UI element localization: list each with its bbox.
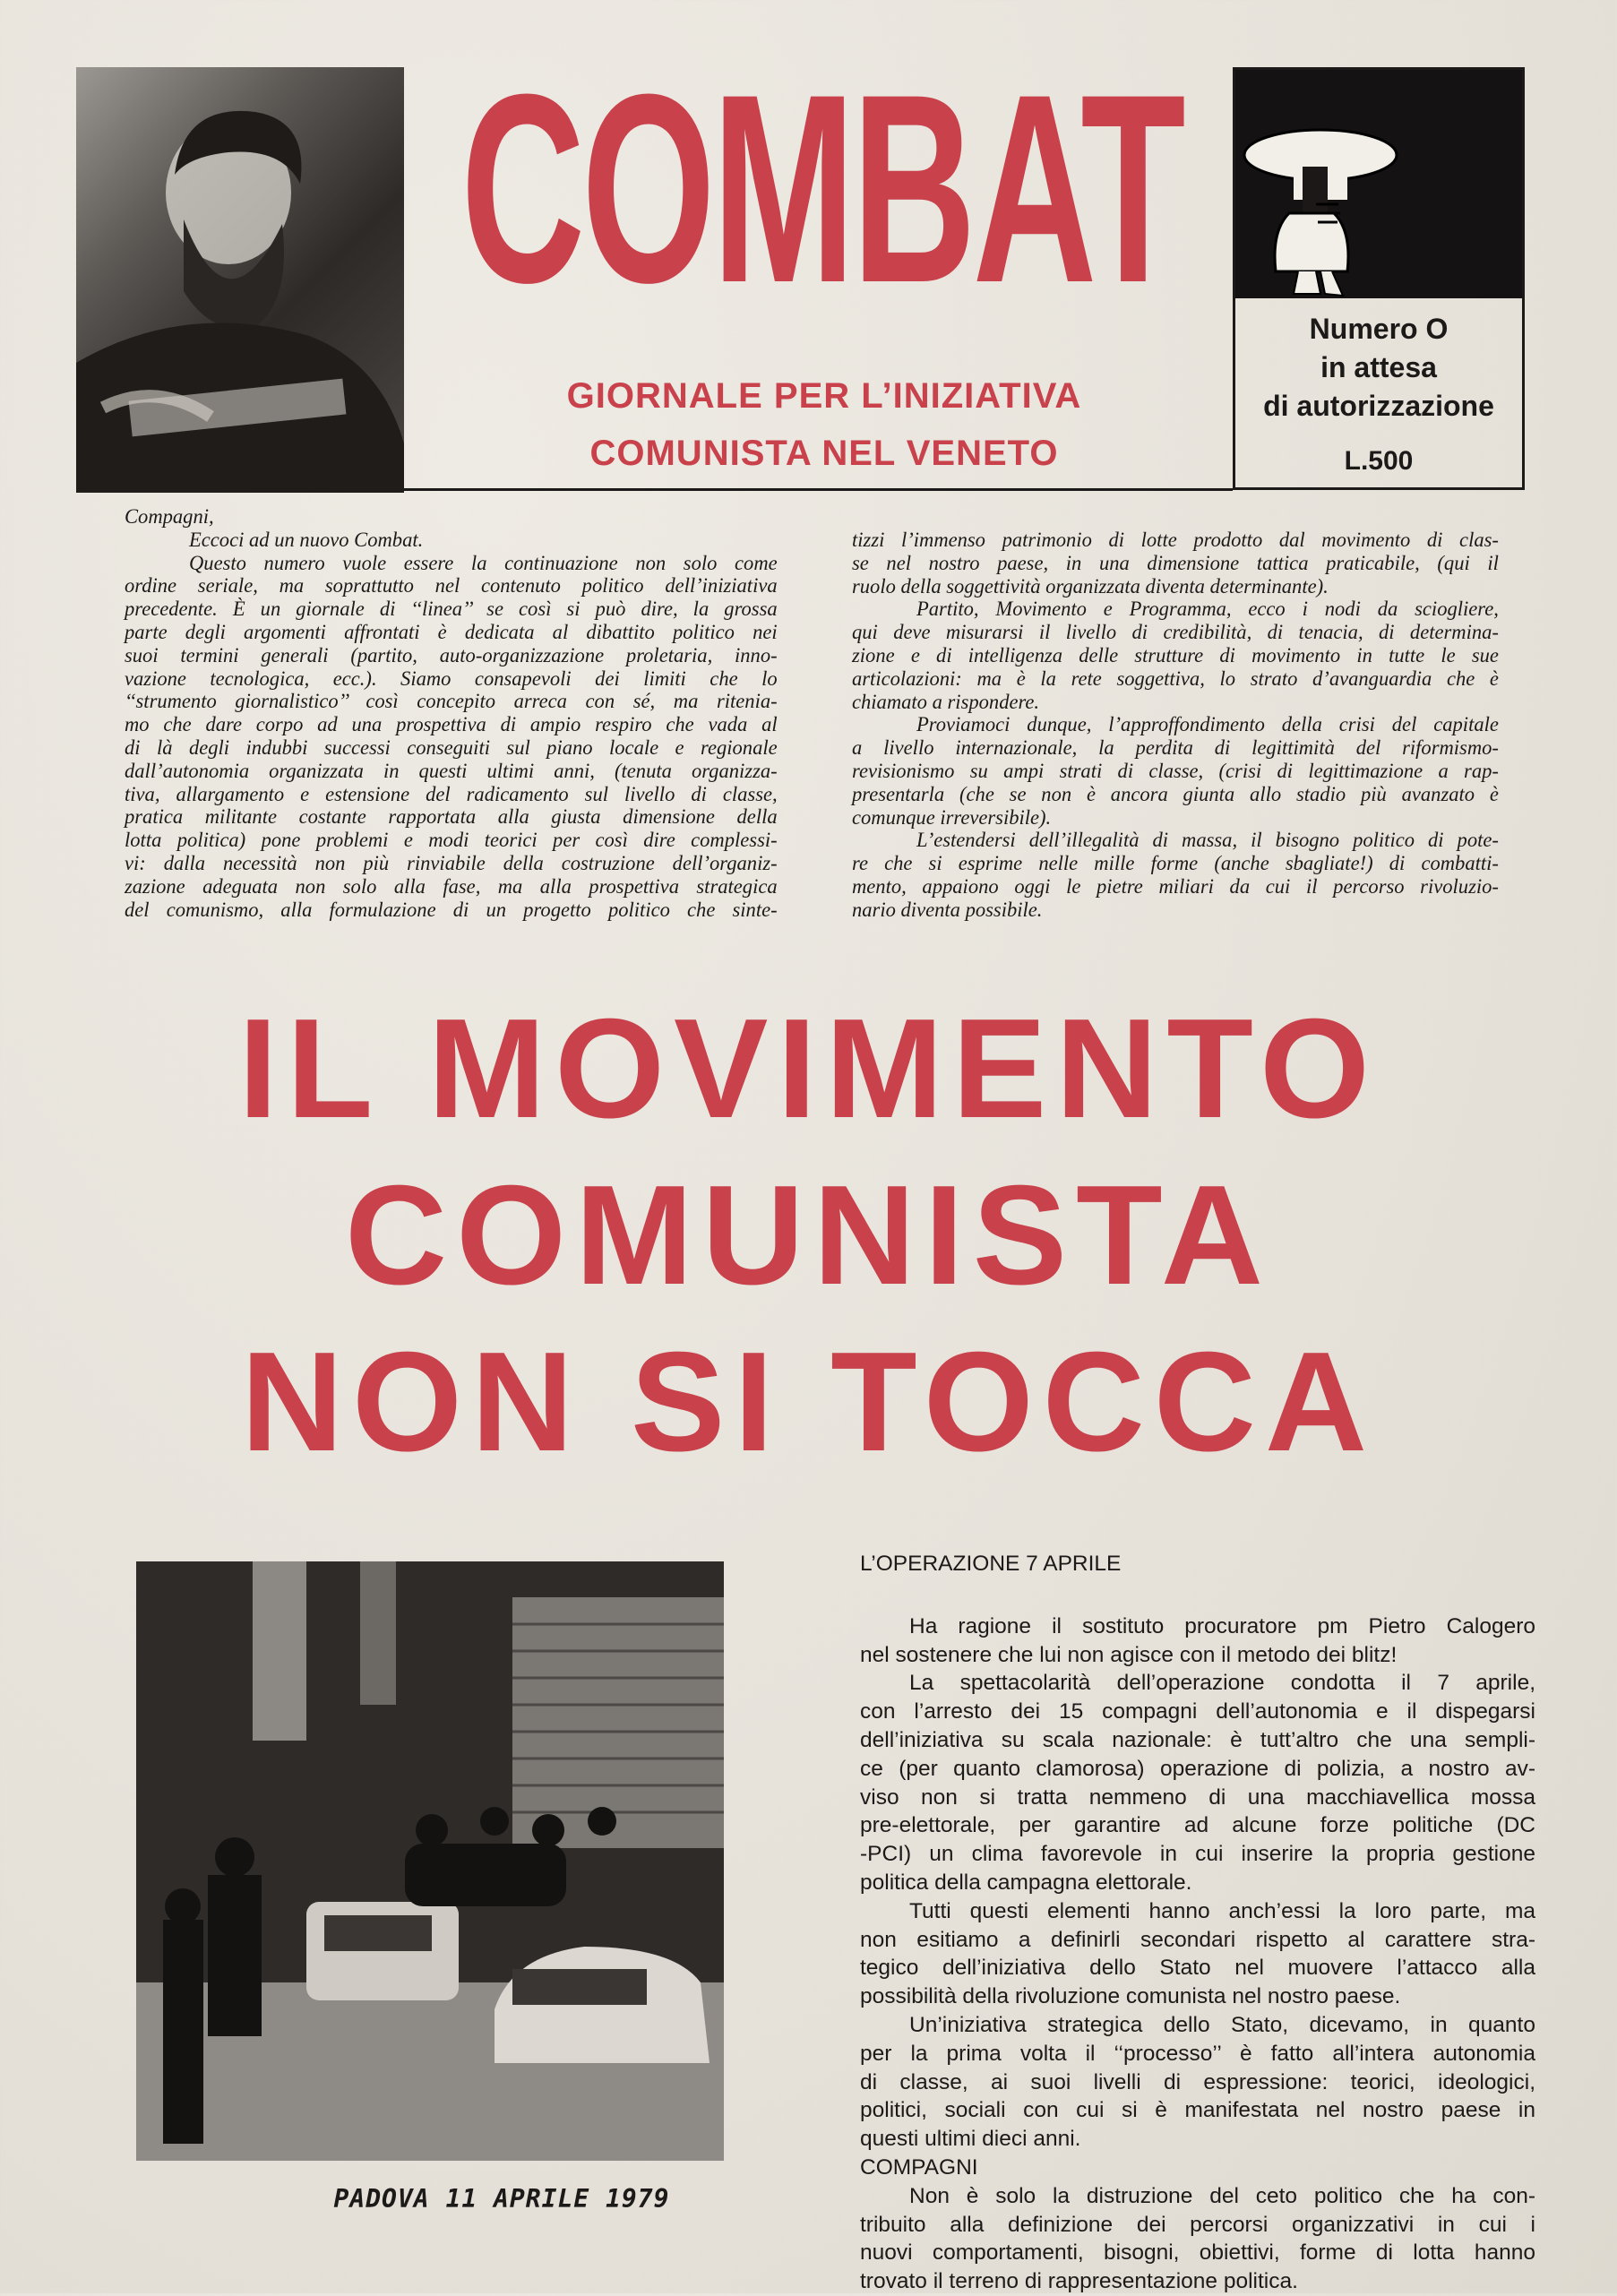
text-line: Proviamoci dunque, l’approffondimento della crisi del capitale: [916, 713, 1499, 737]
news-photo: [136, 1561, 724, 2161]
text-line: ordine seriale, ma soprattutto nel contenuto politico dell’iniziativa: [125, 574, 778, 598]
text-line: del comunismo, alla formulazione di un progetto politico che sinte-: [125, 898, 778, 922]
headline-line-3: NON SI TOCCA: [240, 1323, 1377, 1481]
text-line: ce (per quanto clamorosa) operazione di polizia, a nostro av-: [860, 1756, 1535, 1781]
header-divider: [404, 488, 1233, 491]
text-line: Questo numero vuole essere la continuazione non solo come: [189, 551, 778, 575]
text-line: presentarla (che se non è ancora giunta allo stadio più avanzato è: [852, 782, 1499, 806]
main-headline: [0, 985, 1617, 1485]
intro-right-column: [852, 529, 1526, 923]
article-body: [860, 1612, 1535, 2296]
text-line: nario diventa possibile.: [852, 898, 1043, 922]
text-line: non esitiamo a definirli secondari rispetto al carattere stra-: [860, 1927, 1535, 1952]
text-line: ‘‘strumento giornalistico’’ così concepito arreca con sé, ma ritenia-: [125, 690, 778, 714]
text-line: pratica militante costante rapportata alla giusta dimensione della: [125, 805, 778, 830]
text-line: revisionismo su ampi strati di classe, (crisi di legittimazione a rap-: [852, 759, 1499, 783]
text-line: Un’iniziativa strategica dello Stato, dicevamo, in quanto: [909, 2012, 1535, 2037]
text-line: trovato il terreno di rappresentazione politica.: [860, 2269, 1298, 2294]
text-line: chiamato a rispondere.: [852, 690, 1040, 714]
text-line: lotta politica) pone problemi e modi teorici per così dire complessi-: [125, 829, 778, 853]
subtitle-line-1: GIORNALE PER L’INIZIATIVA: [566, 376, 1082, 416]
intro-left-column: [125, 506, 804, 922]
text-line: Tutti questi elementi hanno anch’essi la loro parte, ma: [909, 1898, 1535, 1923]
text-line: re che si esprime nelle mille forme (anche sbagliate!) di combatti-: [852, 852, 1499, 876]
masthead-area: [421, 36, 1223, 349]
text-line: nuovi comportamenti, bisogni, obiettivi, forme di lotta hanno: [860, 2240, 1535, 2266]
text-line: di classe, ai suoi livelli di espressione: teorici, ideologici,: [860, 2069, 1535, 2094]
text-line: COMPAGNI: [860, 2154, 978, 2180]
text-line: se nel nostro paese, in una dimensione tattica praticabile, (qui il: [852, 551, 1499, 575]
bearded-figure-cartoon-icon: [1235, 70, 1522, 298]
text-line: zazione adeguata non solo alla fase, ma alla prospettiva strategica: [125, 874, 778, 899]
portrait-engraving: [76, 67, 404, 493]
text-line: pre-elettorale, per garantire ad alcune forze politiche (DC: [860, 1813, 1535, 1838]
text-line: La spettacolarità dell’operazione condotta il 7 aprile,: [909, 1671, 1535, 1696]
issue-number: Numero O: [1309, 313, 1449, 345]
text-line: suoi termini generali (partito, auto-organizzazione proletaria, inno-: [125, 643, 778, 667]
photo-caption: PADOVA 11 APRILE 1979: [333, 2184, 670, 2214]
text-line: precedente. È un giornale di ‘‘linea’’ se così si può dire, la grossa: [125, 598, 778, 622]
text-line: per la prima volta il ‘‘processo’’ è fatto all’intera autonomia: [860, 2041, 1535, 2066]
text-line: tribuito alla definizione dei percorsi organizzativi in cui i: [860, 2212, 1535, 2237]
text-line: tegico dell’iniziativa dello Stato nel muovere l’attacco alla: [860, 1956, 1535, 1981]
text-line: tizzi l’immenso patrimonio di lotte prodotto dal movimento di clas-: [852, 529, 1499, 552]
text-line: ruolo della soggettività organizzata diventa determinante).: [852, 574, 1329, 598]
text-line: -PCI) un clima favorevole in cui inserire la propria gestione: [860, 1842, 1535, 1867]
headline-line-1: IL MOVIMENTO: [238, 990, 1379, 1148]
text-line: Non è solo la distruzione del ceto politico che ha con-: [909, 2183, 1535, 2208]
masthead-logo: COMBAT: [460, 38, 1183, 339]
price: L.500: [1344, 446, 1414, 476]
text-line: vazione tecnologica, ecc.). Siamo consapevoli dei limiti che lo: [125, 666, 778, 691]
text-line: questi ultimi dieci anni.: [860, 2127, 1081, 2152]
text-line: mo che dare corpo ad una prospettiva di ampio respiro che vada al: [125, 713, 778, 737]
article-operazione-7-aprile: [860, 1550, 1535, 2296]
issue-status: [1235, 310, 1522, 426]
issue-pending: in attesa: [1320, 351, 1437, 383]
issue-authorization: di autorizzazione: [1263, 390, 1494, 422]
text-line: articolazioni: ma è la rete soggettiva, lo strato d’avanguardia che è: [852, 666, 1499, 691]
subtitle-line-2: COMUNISTA NEL VENETO: [589, 434, 1059, 473]
text-line: zione e di intelligenza delle strutture di movimento in tutte le sue: [852, 643, 1499, 667]
text-line: politica della campagna elettorale.: [860, 1870, 1192, 1895]
issue-box: [1233, 67, 1525, 490]
text-line: parte degli argomenti affrontati è dedicata al dibattito politico nei: [125, 620, 778, 644]
text-line: viso non si tratta nemmeno di una macchiavellica mossa: [860, 1784, 1535, 1810]
text-line: mento, appaiono oggi le pietre miliari da cui il percorso rivoluzio-: [852, 874, 1499, 899]
text-line: nel sostenere che lui non agisce con il metodo dei blitz!: [860, 1642, 1398, 1667]
text-line: dell’iniziativa su scala nazionale: è tutt’altro che una sempli-: [860, 1727, 1535, 1752]
cartoon-panel: [1235, 70, 1522, 298]
text-line: possibilità della rivoluzione comunista nel nostro paese.: [860, 1984, 1401, 2009]
text-line: di là degli indubbi successi conseguiti sul piano locale e regionale: [125, 735, 778, 760]
text-line: comunque irreversibile).: [852, 805, 1052, 830]
text-line: L’estendersi dell’illegalità di massa, il bisogno politico di pote-: [916, 829, 1499, 853]
text-line: tiva, allargamento e estensione del radicamento sul livello di classe,: [125, 782, 778, 806]
text-line: a livello internazionale, la perdita di legittimità del riformismo-: [852, 736, 1499, 761]
street-scene-photo: [136, 1561, 724, 2161]
text-line: qui deve misurarsi il livello di credibilità, di tenacia, di determina-: [852, 621, 1499, 645]
text-line: Eccoci ad un nuovo Combat.: [189, 528, 424, 552]
text-line: vi: dalla necessità non più rinviabile della costruzione dell’organiz-: [125, 851, 778, 875]
text-line: politici, sociali con cui si è manifestata nel nostro paese in: [860, 2098, 1535, 2123]
text-line: Ha ragione il sostituto procuratore pm Pietro Calogero: [909, 1613, 1535, 1638]
text-line: Compagni,: [125, 505, 214, 529]
portrait-illustration: [76, 67, 404, 493]
article-title: L’OPERAZIONE 7 APRILE: [860, 1552, 1122, 1576]
text-line: dall’autonomia organizzata in questi ultimi anni, (tenuta organizza-: [125, 759, 778, 783]
headline-line-2: COMUNISTA: [345, 1157, 1272, 1314]
text-line: Partito, Movimento e Programma, ecco i nodi da sciogliere,: [916, 598, 1499, 622]
text-line: con l’arresto dei 15 compagni dell’autonomia e il dispegarsi: [860, 1699, 1535, 1724]
